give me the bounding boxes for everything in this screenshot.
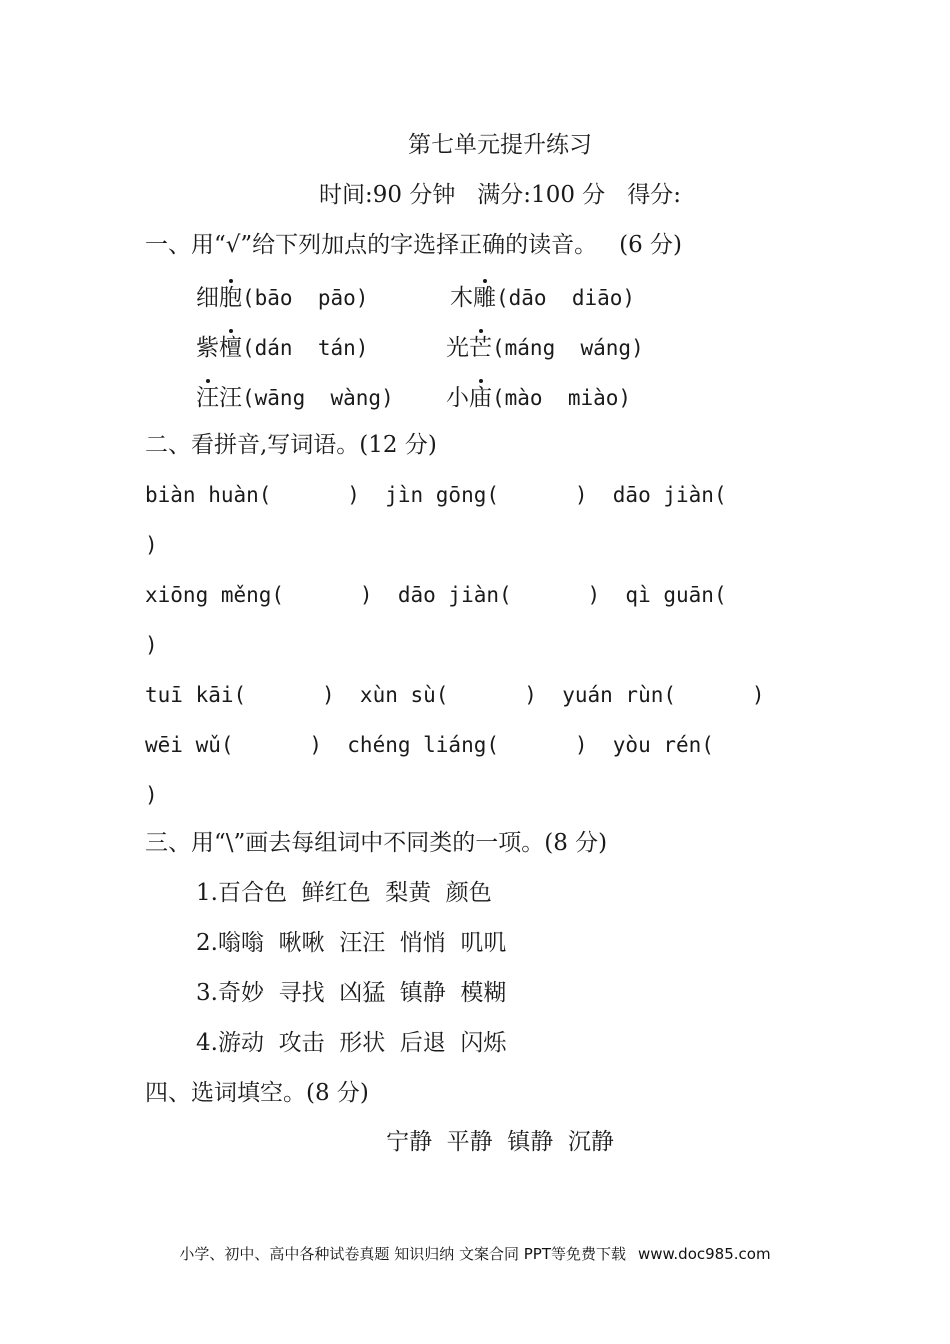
q4-heading: 四、选词填空。(8 分) <box>145 1080 369 1106</box>
dotted-char: 胞 <box>219 285 242 311</box>
q2-heading: 二、看拼音,写词语。(12 分) <box>145 432 437 458</box>
q1-item: 小庙(mào miào) <box>446 385 632 411</box>
q2-line: ) <box>145 533 158 557</box>
page-title: 第七单元提升练习 <box>408 132 592 158</box>
pinyin-options: (dán tán) <box>242 336 369 360</box>
pinyin-options: (mào miào) <box>492 386 632 410</box>
footer-text: 小学、初中、高中各种试卷真题 知识归纳 文案合同 PPT等免费下载 <box>179 1245 626 1263</box>
dotted-char: 雕 <box>473 285 496 311</box>
q1-item: 光芒(máng wáng) <box>446 335 644 361</box>
pinyin-options: (dāo diāo) <box>496 286 636 310</box>
q2-line: wēi wǔ( ) chéng liáng( ) yòu rén( <box>145 733 714 757</box>
q4-word-bank: 宁静 平静 镇静 沉静 <box>386 1129 614 1155</box>
q2-line: ) <box>145 783 158 807</box>
q2-line: xiōng měng( ) dāo jiàn( ) qì guān( <box>145 583 727 607</box>
q2-line: ) <box>145 633 158 657</box>
q3-group: 3.奇妙 寻找 凶猛 镇静 模糊 <box>196 980 507 1006</box>
q3-group: 2.嗡嗡 啾啾 汪汪 悄悄 叽叽 <box>196 930 507 956</box>
q2-line: tuī kāi( ) xùn sù( ) yuán rùn( ) <box>145 683 765 707</box>
footer <box>0 1243 950 1264</box>
q1-heading: 一、用“√”给下列加点的字选择正确的读音。 (6 分) <box>145 232 682 258</box>
dotted-char: 芒 <box>469 335 492 361</box>
pinyin-options: (bāo pāo) <box>242 286 369 310</box>
q1-item: 紫檀(dán tán) <box>196 335 369 361</box>
footer-url[interactable]: www.doc985.com <box>637 1245 771 1263</box>
q3-heading: 三、用“\”画去每组词中不同类的一项。(8 分) <box>145 830 608 856</box>
pinyin-options: (wāng wàng) <box>242 386 394 410</box>
q3-group: 1.百合色 鲜红色 梨黄 颜色 <box>196 880 492 906</box>
pinyin-options: (máng wáng) <box>492 336 644 360</box>
q1-item: 汪汪(wāng wàng) <box>196 385 394 411</box>
exam-meta: 时间:90 分钟 满分:100 分 得分: <box>319 182 681 208</box>
dotted-char: 汪 <box>196 385 219 411</box>
q1-item: 细胞(bāo pāo) <box>196 285 369 311</box>
q3-group: 4.游动 攻击 形状 后退 闪烁 <box>196 1030 507 1056</box>
q1-item: 木雕(dāo diāo) <box>450 285 636 311</box>
dotted-char: 庙 <box>469 385 492 411</box>
q2-line: biàn huàn( ) jìn gōng( ) dāo jiàn( <box>145 483 727 507</box>
dotted-char: 檀 <box>219 335 242 361</box>
